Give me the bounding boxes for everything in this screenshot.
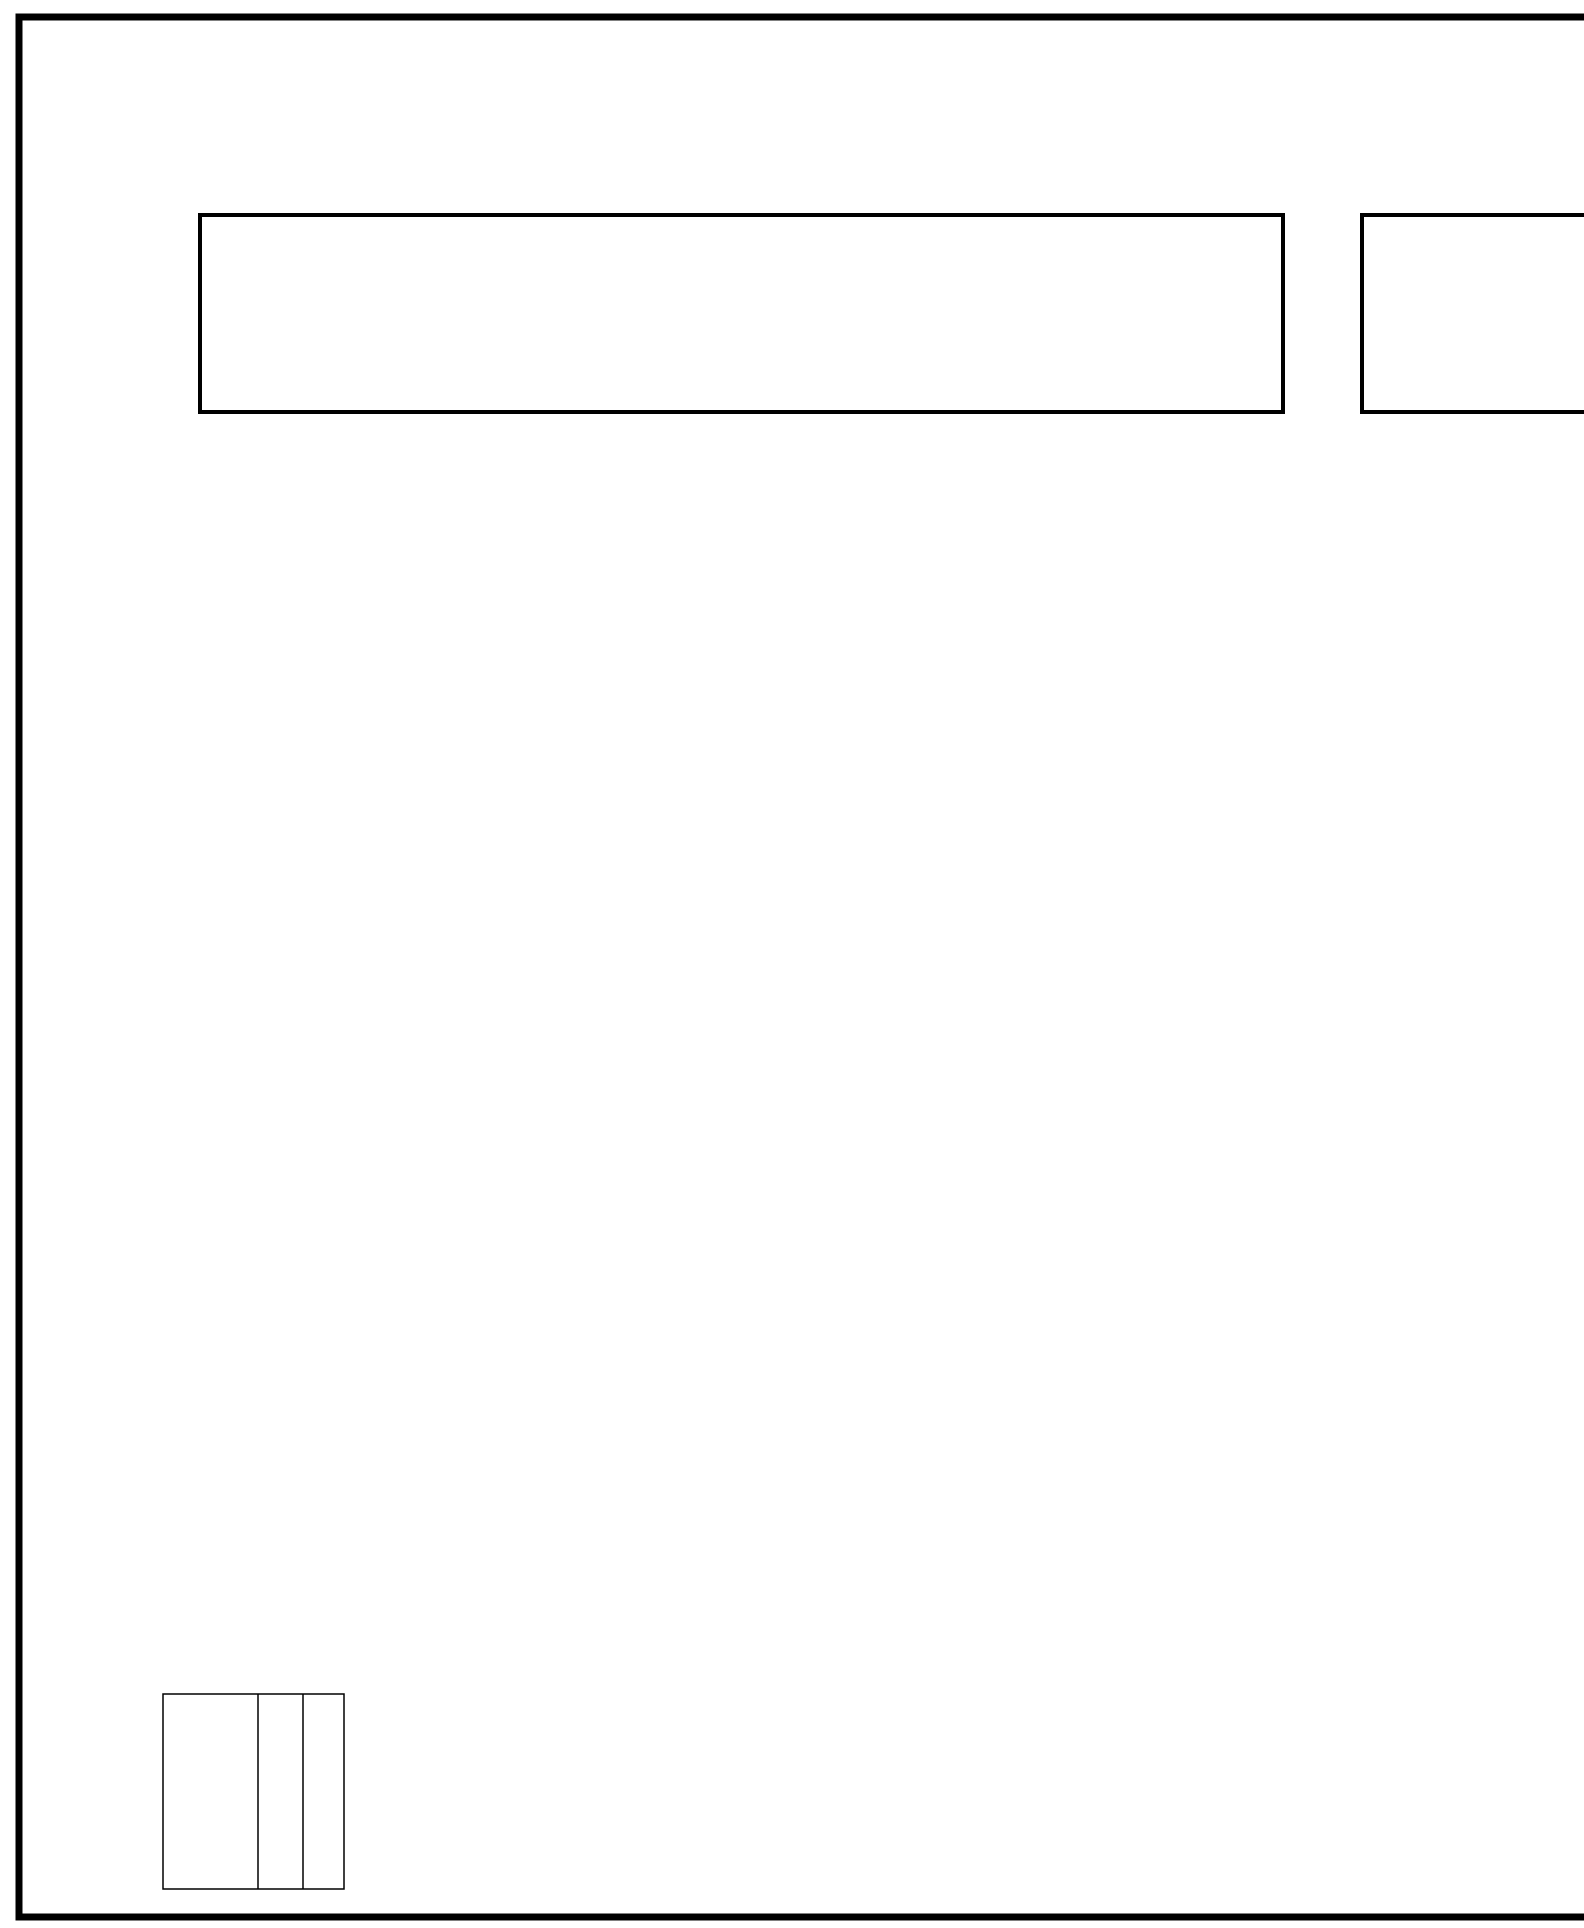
connector-ed-box [1362, 215, 1584, 412]
sheet-frame [19, 17, 1584, 1917]
connector-ep-box [200, 215, 1283, 412]
color-legend [163, 1694, 344, 1889]
legend-box [163, 1694, 344, 1889]
